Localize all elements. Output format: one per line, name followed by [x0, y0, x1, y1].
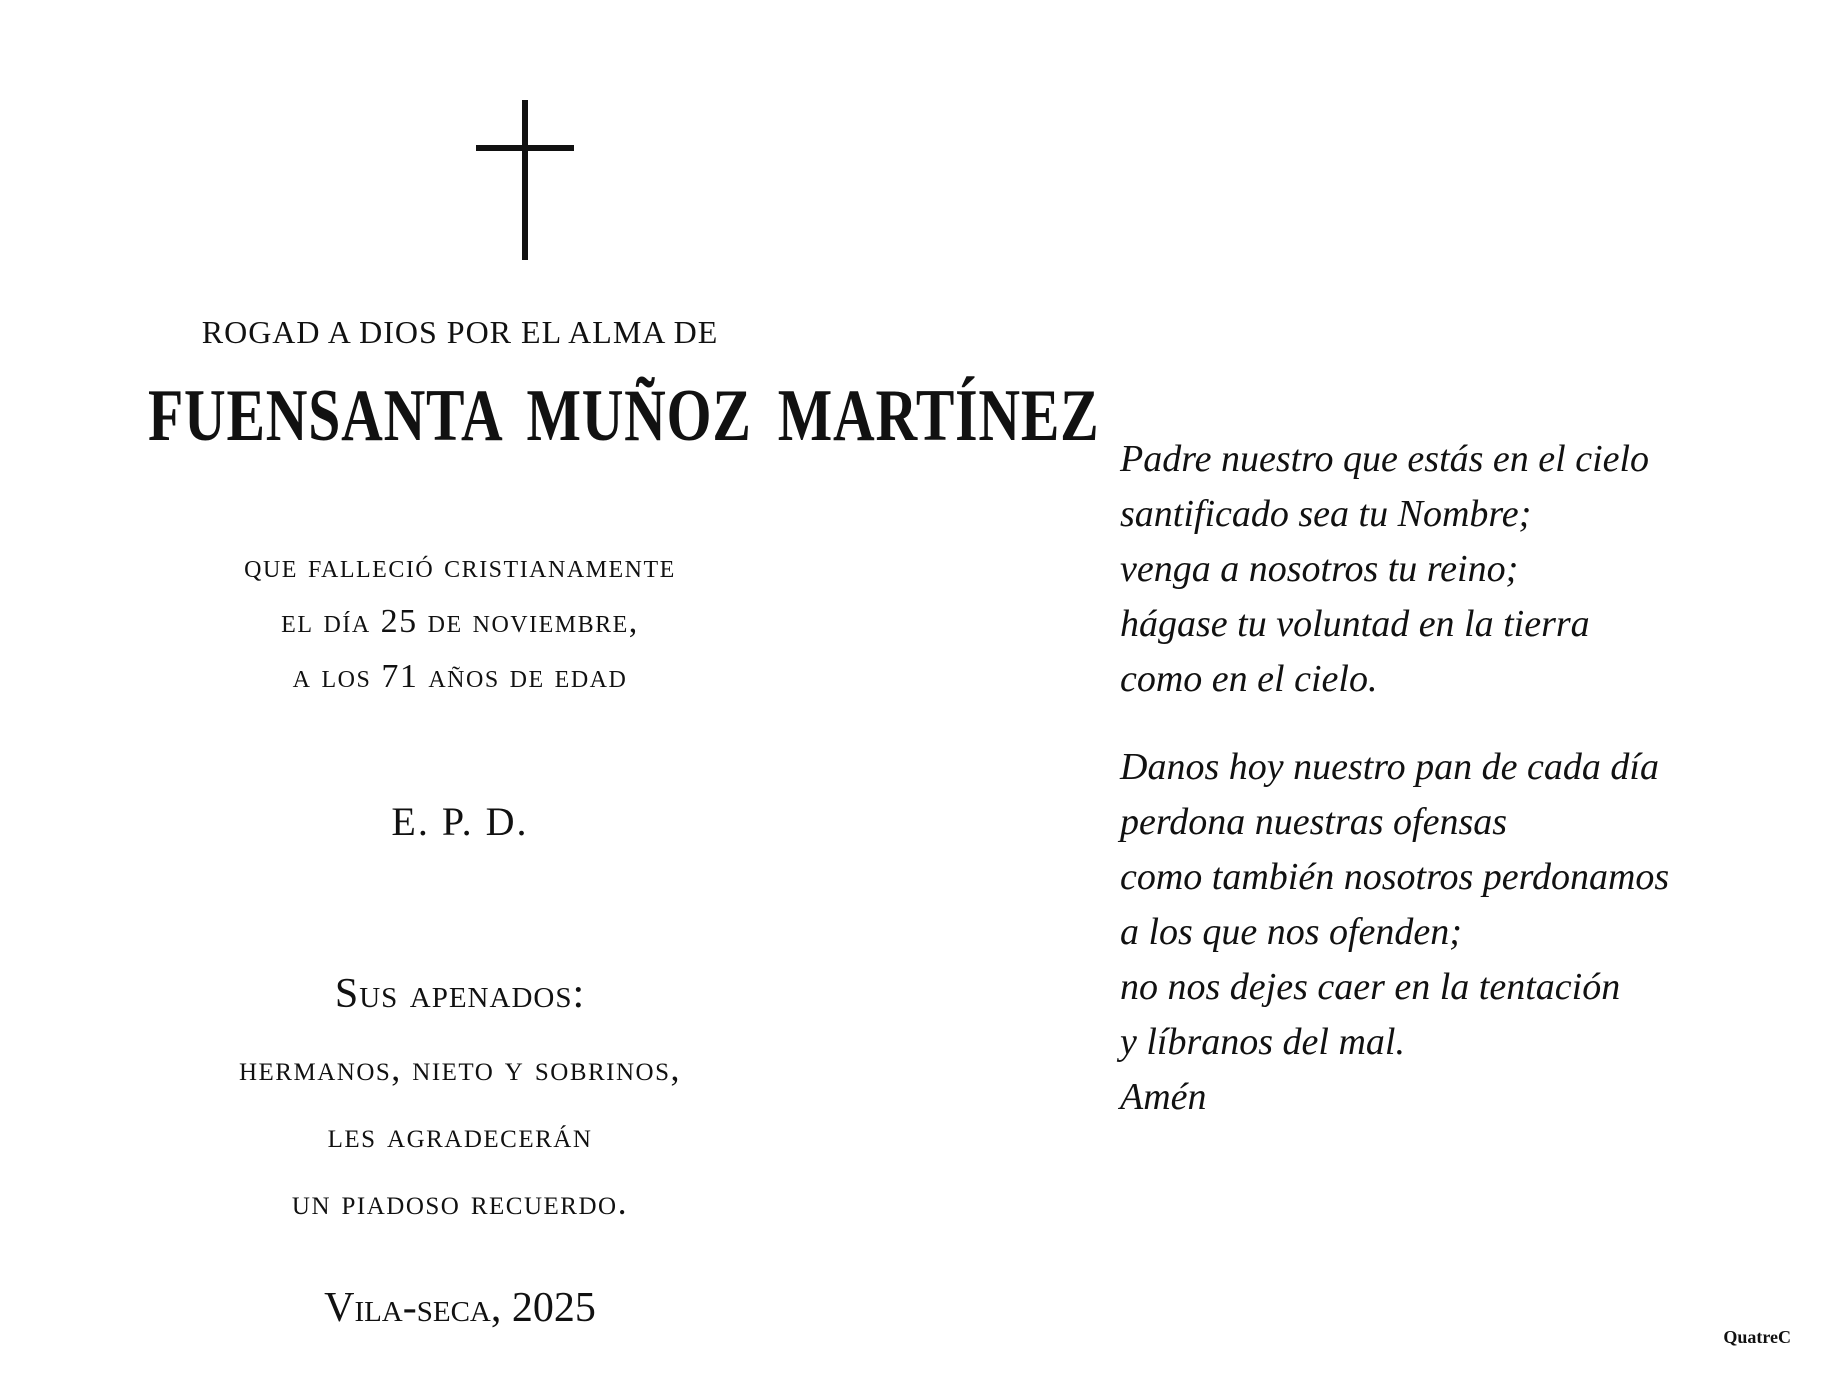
- prayer-line: como también nosotros perdonamos: [1120, 856, 1670, 898]
- epd-text: E. P. D.: [391, 799, 529, 844]
- memorial-card-left: [60, 0, 1100, 1394]
- prayer-line: como en el cielo.: [1120, 658, 1378, 700]
- prayer-line: a los que nos ofenden;: [1120, 911, 1462, 953]
- mourners-title: Sus apenados:: [334, 971, 586, 1017]
- printer-credit: QuatreC: [1723, 1327, 1791, 1347]
- place-date: Vila-seca, 2025: [324, 1285, 596, 1331]
- prayer-line: hágase tu voluntad en la tierra: [1120, 603, 1590, 645]
- prayer-line: no nos dejes caer en la tentación: [1120, 966, 1621, 1008]
- cross-icon: [476, 100, 574, 260]
- prayer-stanza: [1120, 432, 1649, 707]
- prayer-line: venga a nosotros tu reino;: [1120, 548, 1519, 590]
- prayer-line: santificado sea tu Nombre;: [1120, 493, 1532, 535]
- mourners-line: un piadoso recuerdo.: [291, 1182, 629, 1222]
- prayer-stanza: [1120, 740, 1669, 1125]
- prayer-line: Amén: [1120, 1076, 1207, 1118]
- death-line: que falleció cristianamente: [244, 548, 676, 585]
- cross-vertical-bar: [522, 100, 528, 260]
- deceased-name: FUENSANTA MUÑOZ MARTÍNEZ: [148, 375, 1100, 457]
- prayer-panel: [1120, 0, 1770, 1394]
- prayer-line: Danos hoy nuestro pan de cada día: [1120, 746, 1659, 788]
- death-line: a los 71 años de edad: [292, 658, 628, 695]
- cross-horizontal-bar: [476, 145, 574, 151]
- mourners-line: les agradecerán: [327, 1115, 593, 1155]
- prayer-line: perdona nuestras ofensas: [1120, 801, 1508, 843]
- prayer-line: y líbranos del mal.: [1120, 1021, 1405, 1063]
- intro-text: ROGAD A DIOS POR EL ALMA DE: [201, 314, 719, 350]
- prayer-line: Padre nuestro que estás en el cielo: [1120, 438, 1650, 480]
- mourners-line: hermanos, nieto y sobrinos,: [238, 1048, 682, 1088]
- death-line: el día 25 de noviembre,: [281, 603, 639, 640]
